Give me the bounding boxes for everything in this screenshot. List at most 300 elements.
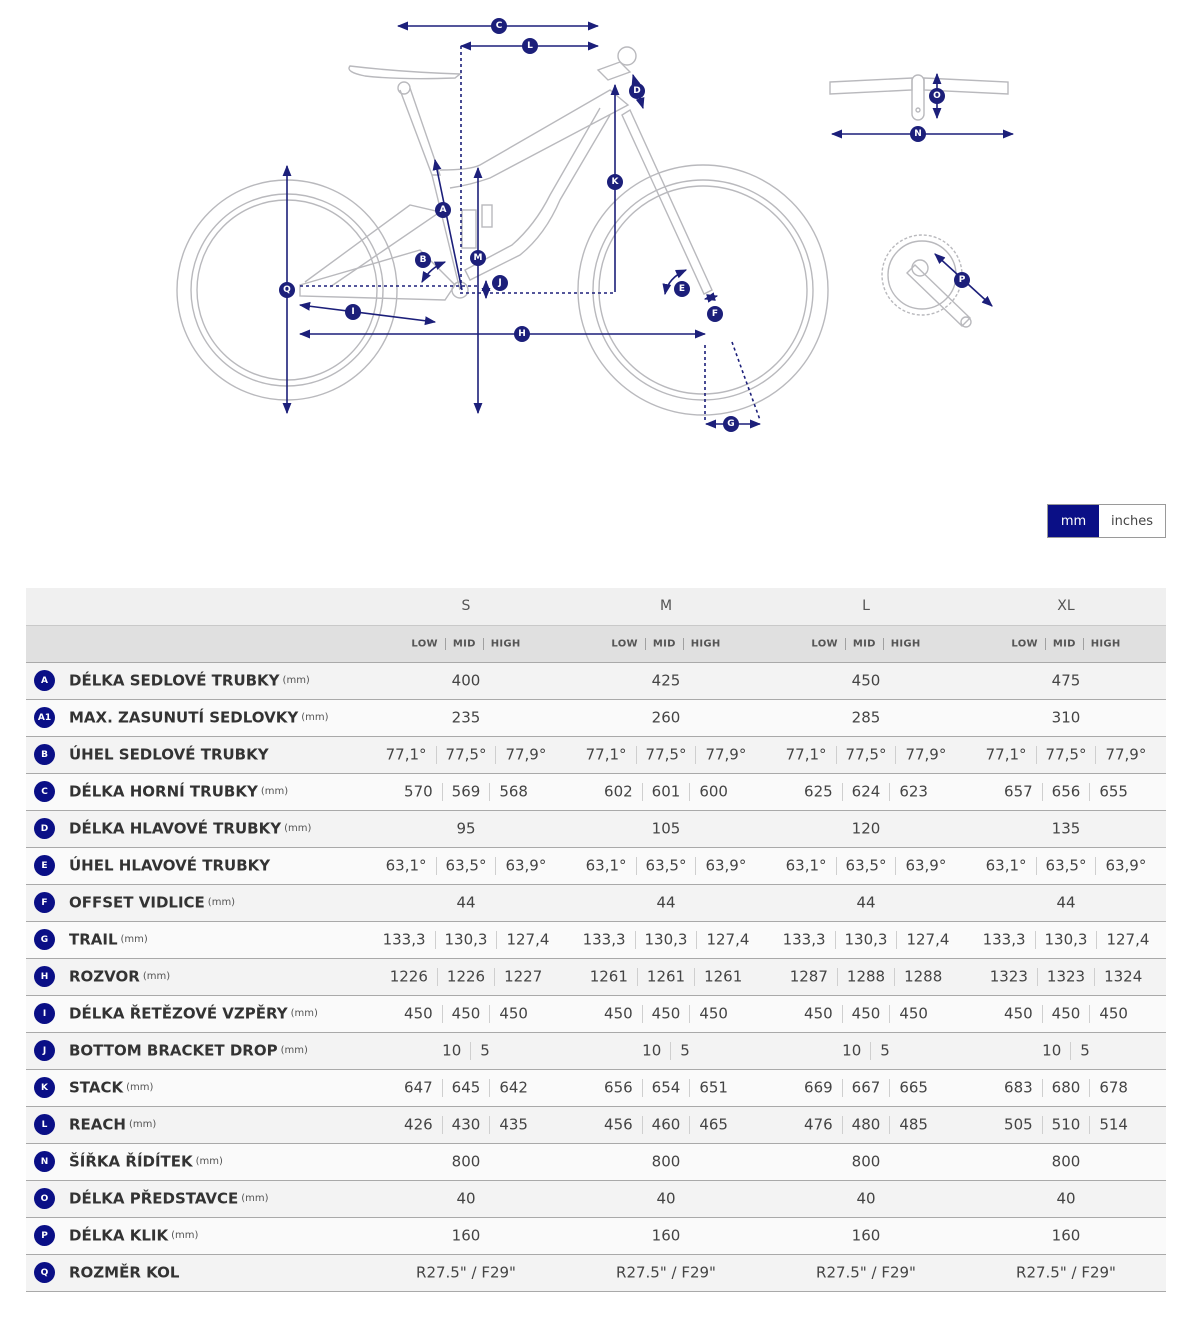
value: 485: [899, 1115, 928, 1134]
value: 680: [1051, 1078, 1081, 1097]
seat-tube: [432, 175, 460, 290]
value: 10: [842, 1041, 862, 1060]
dim-line-a: [435, 160, 462, 290]
separator: [1089, 783, 1090, 801]
row-label: [26, 736, 366, 773]
value: 77,9°: [505, 745, 547, 764]
svg-text:O: O: [933, 91, 941, 101]
row-label: [26, 884, 366, 921]
top-tube: [440, 90, 628, 188]
unit-mm-button[interactable]: mm: [1048, 505, 1099, 537]
separator: [695, 746, 696, 764]
marker-m: [470, 250, 486, 266]
marker-e: [674, 281, 690, 297]
value: 10: [442, 1041, 462, 1060]
row-name: DÉLKA ŘETĚZOVÉ VZPĚRY: [69, 1004, 288, 1023]
table-row: [26, 773, 1166, 810]
table-row: [26, 921, 1166, 958]
marker-o: [929, 88, 945, 104]
separator: [1089, 1116, 1090, 1134]
row-label: [26, 1143, 366, 1180]
size-value-cell: [566, 1106, 766, 1143]
table-row: [26, 884, 1166, 921]
row-name: DÉLKA HLAVOVÉ TRUBKY: [69, 819, 282, 838]
size-value-cell: [366, 810, 566, 847]
marker-badge: B: [34, 744, 55, 765]
row-unit: (mm): [126, 1082, 154, 1093]
size-value-cell: [566, 699, 766, 736]
position-label: HIGH: [890, 638, 921, 649]
marker-badge: K: [34, 1077, 55, 1098]
value: 127,4: [706, 930, 750, 949]
separator: [1036, 746, 1037, 764]
size-value-cell: [366, 1143, 566, 1180]
size-value-cell: [366, 736, 566, 773]
separator: [483, 638, 484, 650]
saddle-clamp: [398, 82, 410, 94]
value: 460: [651, 1115, 681, 1134]
value: 77,5°: [1045, 745, 1087, 764]
position-label: MID: [852, 638, 876, 649]
size-value-cell: [766, 810, 966, 847]
value: 475: [1051, 671, 1081, 690]
size-value-cell: [566, 995, 766, 1032]
svg-text:Q: Q: [283, 285, 291, 295]
value: 63,5°: [445, 856, 487, 875]
value: 260: [651, 708, 681, 727]
row-unit: (mm): [290, 1008, 318, 1019]
value: 5: [1080, 1041, 1090, 1060]
size-value-cell: [766, 1032, 966, 1069]
position-header: [566, 625, 766, 662]
value: 450: [1099, 1004, 1128, 1023]
value: 430: [451, 1115, 481, 1134]
position-label: LOW: [611, 638, 638, 649]
separator: [642, 1116, 643, 1134]
table-row: [26, 958, 1166, 995]
size-header-xl: XL: [966, 588, 1166, 625]
value: 5: [880, 1041, 890, 1060]
row-label: [26, 810, 366, 847]
size-value-cell: [966, 662, 1166, 699]
separator: [889, 783, 890, 801]
value: 160: [1051, 1226, 1081, 1245]
value: 77,1°: [985, 745, 1027, 764]
value: 450: [404, 1004, 433, 1023]
value: 400: [451, 671, 481, 690]
svg-text:D: D: [633, 86, 641, 96]
separator: [435, 931, 436, 949]
value: 160: [651, 1226, 681, 1245]
size-value-cell: [566, 1217, 766, 1254]
marker-badge: P: [34, 1225, 55, 1246]
separator: [895, 857, 896, 875]
size-value-cell: [366, 662, 566, 699]
value: 130,3: [1044, 930, 1088, 949]
separator: [489, 1116, 490, 1134]
front-wheel-inner: [599, 186, 807, 394]
row-unit: (mm): [260, 786, 289, 797]
down-tube: [465, 108, 610, 280]
row-unit: (mm): [207, 897, 236, 908]
size-value-cell: [766, 736, 966, 773]
size-value-cell: [766, 1254, 966, 1291]
row-label: [26, 921, 366, 958]
value: 669: [804, 1078, 833, 1097]
marker-i: [345, 304, 361, 320]
marker-badge: G: [34, 929, 55, 950]
svg-text:J: J: [498, 278, 502, 288]
row-name: STACK: [69, 1078, 124, 1097]
separator: [836, 857, 837, 875]
svg-text:E: E: [678, 284, 686, 294]
value: 77,5°: [845, 745, 887, 764]
value: 601: [651, 782, 681, 801]
row-name: DÉLKA PŘEDSTAVCE: [69, 1189, 239, 1208]
value: 1323: [989, 967, 1028, 986]
size-value-cell: [966, 699, 1166, 736]
separator: [436, 746, 437, 764]
front-wheel-rim: [593, 180, 813, 400]
table-row: [26, 736, 1166, 773]
position-label: HIGH: [490, 638, 521, 649]
value: 600: [699, 782, 728, 801]
value: 77,9°: [1105, 745, 1147, 764]
row-label: [26, 1069, 366, 1106]
separator: [642, 783, 643, 801]
value: 77,1°: [785, 745, 827, 764]
value: 127,4: [506, 930, 550, 949]
value: 514: [1099, 1115, 1128, 1134]
separator: [489, 1079, 490, 1097]
separator: [645, 638, 646, 650]
value: 95: [456, 819, 476, 838]
value: 160: [851, 1226, 881, 1245]
size-value-cell: [766, 847, 966, 884]
separator: [889, 1116, 890, 1134]
separator: [695, 857, 696, 875]
separator: [683, 638, 684, 650]
separator: [442, 1116, 443, 1134]
separator: [837, 968, 838, 986]
marker-k: [607, 174, 623, 190]
value: 133,3: [982, 930, 1026, 949]
separator: [689, 1116, 690, 1134]
row-label: [26, 1217, 366, 1254]
svg-text:F: F: [711, 309, 719, 319]
value: 505: [1004, 1115, 1033, 1134]
value: 5: [480, 1041, 490, 1060]
header-blank: [26, 588, 366, 625]
marker-badge: H: [34, 966, 55, 987]
crank-spindle: [912, 260, 928, 276]
row-name: ROZVOR: [69, 967, 140, 986]
size-value-cell: [366, 921, 566, 958]
separator: [889, 1005, 890, 1023]
value: 1226: [389, 967, 428, 986]
svg-text:B: B: [419, 255, 427, 265]
size-value-cell: [566, 662, 766, 699]
size-header-row: [26, 588, 1166, 625]
separator: [870, 1042, 871, 1060]
marker-b: [415, 252, 431, 268]
size-value-cell: [966, 847, 1166, 884]
size-value-cell: [766, 1180, 966, 1217]
size-value-cell: [766, 1106, 966, 1143]
row-name: ÚHEL HLAVOVÉ TRUBKY: [69, 856, 271, 875]
position-label: LOW: [1011, 638, 1038, 649]
position-label: LOW: [411, 638, 438, 649]
value: 130,3: [644, 930, 688, 949]
row-label: [26, 847, 366, 884]
value: 642: [499, 1078, 528, 1097]
value: 476: [804, 1115, 833, 1134]
row-name: ROZMĚR KOL: [69, 1263, 180, 1282]
saddle: [349, 66, 460, 79]
size-value-cell: [966, 1217, 1166, 1254]
marker-f: [707, 306, 723, 322]
size-value-cell: [966, 1254, 1166, 1291]
marker-c: [491, 18, 507, 34]
value: 77,5°: [645, 745, 687, 764]
row-label: [26, 1106, 366, 1143]
table-row: [26, 1106, 1166, 1143]
table-row: [26, 1143, 1166, 1180]
value: 656: [604, 1078, 633, 1097]
value: 800: [851, 1152, 881, 1171]
bike-diagram-svg: [0, 0, 1189, 470]
row-unit: (mm): [120, 934, 148, 945]
separator: [1096, 931, 1097, 949]
row-label: [26, 995, 366, 1032]
chainring-teeth: [882, 235, 962, 315]
value: 435: [499, 1115, 528, 1134]
separator: [636, 857, 637, 875]
size-value-cell: [566, 1069, 766, 1106]
table-row: [26, 847, 1166, 884]
separator: [445, 638, 446, 650]
value: 63,9°: [1105, 856, 1147, 875]
size-value-cell: [566, 773, 766, 810]
value: 450: [804, 1004, 833, 1023]
value: 1261: [646, 967, 686, 986]
size-value-cell: [566, 1032, 766, 1069]
value: 1227: [504, 967, 543, 986]
value: 654: [651, 1078, 681, 1097]
row-label: [26, 773, 366, 810]
svg-text:H: H: [518, 329, 526, 339]
value: 655: [1099, 782, 1128, 801]
value: 1261: [589, 967, 628, 986]
value: 1226: [446, 967, 486, 986]
size-value-cell: [366, 1069, 566, 1106]
size-value-cell: [366, 1217, 566, 1254]
size-value-cell: [366, 1254, 566, 1291]
separator: [442, 783, 443, 801]
value: 667: [851, 1078, 881, 1097]
row-unit: (mm): [195, 1156, 223, 1167]
value: 450: [1004, 1004, 1033, 1023]
separator: [489, 1005, 490, 1023]
marker-d: [629, 83, 645, 99]
value: 1324: [1104, 967, 1143, 986]
bike-geometry-diagram: [0, 0, 1189, 470]
value: 63,9°: [905, 856, 947, 875]
value: 63,5°: [1045, 856, 1087, 875]
value: 105: [651, 819, 681, 838]
row-label: [26, 1180, 366, 1217]
value: 63,9°: [705, 856, 747, 875]
value: 665: [899, 1078, 928, 1097]
size-value-cell: [566, 1254, 766, 1291]
separator: [842, 1005, 843, 1023]
separator: [635, 931, 636, 949]
value: 120: [851, 819, 881, 838]
value: 651: [699, 1078, 728, 1097]
size-value-cell: [766, 773, 966, 810]
value: 135: [1051, 819, 1081, 838]
size-value-cell: [366, 995, 566, 1032]
svg-text:I: I: [351, 307, 355, 317]
position-header: [366, 625, 566, 662]
size-value-cell: [566, 810, 766, 847]
separator: [1089, 1079, 1090, 1097]
value: 450: [451, 1004, 481, 1023]
dim-line-f: [705, 296, 717, 299]
row-label: [26, 1254, 366, 1291]
row-label: [26, 662, 366, 699]
row-name: REACH: [69, 1115, 126, 1134]
size-header-m: M: [566, 588, 766, 625]
size-value-cell: [566, 1143, 766, 1180]
value: 77,9°: [705, 745, 747, 764]
separator: [470, 1042, 471, 1060]
size-value-cell: [966, 736, 1166, 773]
size-header-l: L: [766, 588, 966, 625]
size-header-s: S: [366, 588, 566, 625]
separator: [495, 857, 496, 875]
value: 77,1°: [585, 745, 627, 764]
seatpost: [400, 88, 440, 175]
size-value-cell: [966, 810, 1166, 847]
table-row: [26, 995, 1166, 1032]
size-value-cell: [366, 699, 566, 736]
separator: [1094, 968, 1095, 986]
svg-text:N: N: [914, 129, 922, 139]
marker-badge: N: [34, 1151, 55, 1172]
size-value-cell: [766, 884, 966, 921]
value: 800: [1051, 1152, 1081, 1171]
size-value-cell: [966, 773, 1166, 810]
table-row: [26, 1069, 1166, 1106]
svg-text:C: C: [495, 21, 503, 31]
size-value-cell: [566, 847, 766, 884]
separator: [442, 1079, 443, 1097]
table-row: [26, 1254, 1166, 1291]
value: 44: [456, 893, 476, 912]
value: 63,1°: [785, 856, 827, 875]
value: 5: [680, 1041, 690, 1060]
marker-l: [522, 38, 538, 54]
value: 160: [451, 1226, 481, 1245]
value: 63,1°: [385, 856, 427, 875]
rear-shock: [462, 210, 476, 248]
marker-badge: E: [34, 855, 55, 876]
position-label: HIGH: [1090, 638, 1121, 649]
separator: [495, 746, 496, 764]
row-unit: (mm): [284, 823, 312, 834]
separator: [642, 1005, 643, 1023]
size-value-cell: [766, 699, 966, 736]
row-unit: (mm): [128, 1119, 157, 1130]
value: 130,3: [444, 930, 488, 949]
size-value-cell: [966, 1143, 1166, 1180]
table-row: [26, 810, 1166, 847]
size-value-cell: [966, 1106, 1166, 1143]
separator: [437, 968, 438, 986]
unit-inches-button[interactable]: inches: [1099, 505, 1165, 537]
separator: [883, 638, 884, 650]
position-header-row: [26, 625, 1166, 662]
value: 465: [699, 1115, 728, 1134]
row-name: ÚHEL SEDLOVÉ TRUBKY: [69, 745, 269, 764]
value: 63,5°: [645, 856, 687, 875]
separator: [637, 968, 638, 986]
value: R27.5" / F29": [1016, 1263, 1116, 1282]
svg-text:K: K: [611, 177, 619, 187]
size-value-cell: [566, 958, 766, 995]
value: 40: [856, 1189, 876, 1208]
separator: [894, 968, 895, 986]
bike-frame-drawing: [177, 47, 1008, 415]
separator: [689, 1079, 690, 1097]
unit-toggle: [1047, 504, 1166, 538]
size-value-cell: [966, 884, 1166, 921]
marker-h: [514, 326, 530, 342]
marker-n: [910, 126, 926, 142]
size-value-cell: [966, 995, 1166, 1032]
separator: [694, 968, 695, 986]
stem-top-view: [912, 75, 924, 120]
marker-badge: I: [34, 1003, 55, 1024]
table-row: [26, 662, 1166, 699]
value: 568: [499, 782, 528, 801]
separator: [1095, 857, 1096, 875]
row-unit: (mm): [142, 971, 171, 982]
value: 133,3: [782, 930, 826, 949]
value: 63,1°: [985, 856, 1027, 875]
value: 510: [1051, 1115, 1081, 1134]
value: 450: [1051, 1004, 1081, 1023]
value: R27.5" / F29": [416, 1263, 516, 1282]
value: R27.5" / F29": [816, 1263, 916, 1282]
row-unit: (mm): [301, 712, 329, 723]
value: R27.5" / F29": [616, 1263, 716, 1282]
separator: [1042, 783, 1043, 801]
separator: [842, 783, 843, 801]
row-label: [26, 958, 366, 995]
value: 623: [899, 782, 928, 801]
value: 10: [1042, 1041, 1062, 1060]
value: 40: [456, 1189, 476, 1208]
separator: [1095, 746, 1096, 764]
separator: [670, 1042, 671, 1060]
position-label: MID: [452, 638, 476, 649]
separator: [489, 783, 490, 801]
row-name: DÉLKA HORNÍ TRUBKY: [69, 782, 258, 801]
marker-badge: J: [34, 1040, 55, 1061]
handlebar-left: [830, 78, 912, 94]
